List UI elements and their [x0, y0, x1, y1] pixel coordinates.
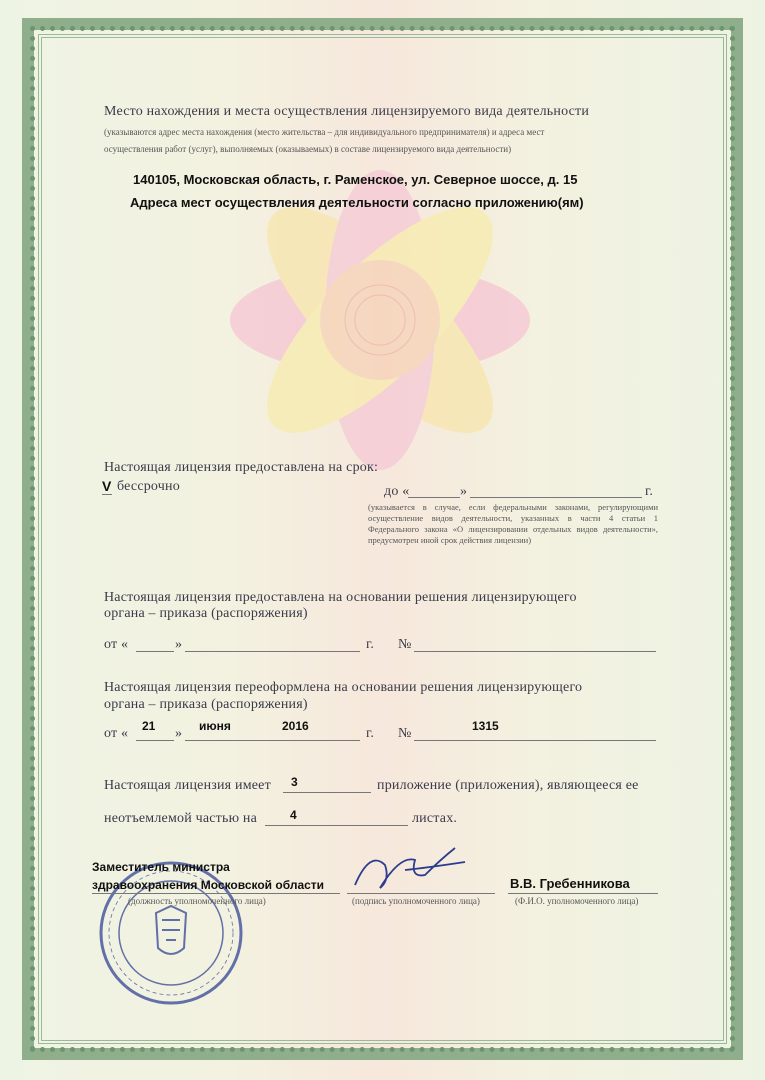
term-note: (указывается в случае, если федеральными законами, регулирующими осуществление видов деятельности, указанных в части 4 статьи 1 Федерального закона «О лицензировании отдельных видов деятельности», предусмотрен иной срок действия лицензии) [368, 502, 658, 545]
name-line [508, 893, 658, 894]
basis-year-suffix: г. [366, 637, 375, 652]
address-appendix-note: Адреса мест осуществления деятельности согласно приложению(ям) [130, 195, 584, 210]
appendix-sheets: 4 [290, 808, 297, 822]
basis-day-line [136, 651, 174, 652]
position-line [92, 893, 340, 894]
reissue-number: 1315 [472, 719, 499, 733]
appendix-label-1b: приложение (приложения), являющееся ее [377, 778, 639, 793]
reissue-year-suffix: г. [366, 726, 375, 741]
basis-label-1: Настоящая лицензия предоставлена на основании решения лицензирующего [104, 590, 577, 605]
basis-from-mid: » [175, 637, 183, 652]
reissue-month: июня [199, 719, 231, 733]
appendix-sheets-line [265, 825, 408, 826]
location-heading: Место нахождения и места осуществления лицензируемого вида деятельности [104, 104, 590, 119]
location-note-2: осуществления работ (услуг), выполняемых (оказываемых) в составе лицензируемого вида деятельности) [104, 144, 512, 154]
unlimited-checkmark: V [102, 478, 112, 494]
reissue-label-2: органа – приказа (распоряжения) [104, 697, 308, 712]
appendix-label-1a: Настоящая лицензия имеет [104, 778, 271, 793]
term-until-suffix: г. [645, 484, 654, 499]
appendix-label-2b: листах. [412, 811, 458, 826]
reissue-day: 21 [142, 719, 156, 733]
appendix-count: 3 [291, 775, 298, 789]
signature-line [347, 893, 495, 894]
reissue-label-1: Настоящая лицензия переоформлена на основании решения лицензирующего [104, 680, 583, 695]
signatory-position-2: здравоохранения Московской области [92, 878, 325, 892]
reissue-day-line [136, 740, 174, 741]
signatory-name: В.В. Гребенникова [510, 876, 630, 891]
basis-number-sign: № [398, 637, 412, 652]
location-note-1: (указываются адрес места нахождения (место жительства – для индивидуального предпринимателя) и адреса мест [104, 127, 545, 137]
guilloche-rosette [190, 165, 570, 475]
appendix-label-2a: неотъемлемой частью на [104, 811, 258, 826]
reissue-number-line [414, 740, 656, 741]
term-label: Настоящая лицензия предоставлена на срок: [104, 460, 379, 475]
basis-label-2: органа – приказа (распоряжения) [104, 606, 308, 621]
term-until-prefix: до « [384, 484, 410, 499]
name-note: (Ф.И.О. уполномоченного лица) [515, 896, 639, 906]
signatory-position-1: Заместитель министра [92, 860, 230, 874]
reissue-number-sign: № [398, 726, 412, 741]
reissue-year: 2016 [282, 719, 309, 733]
signature-note: (подпись уполномоченного лица) [352, 896, 480, 906]
reissue-from-prefix: от « [104, 726, 129, 741]
term-unlimited: бессрочно [117, 479, 180, 494]
handwritten-signature [345, 840, 475, 900]
reissue-from-mid: » [175, 726, 183, 741]
term-month-line [470, 497, 642, 498]
appendix-count-line [283, 792, 371, 793]
checkmark-underline [102, 494, 112, 495]
term-until-mid: » [460, 484, 468, 499]
reissue-month-year-line [185, 740, 360, 741]
term-day-line [408, 497, 460, 498]
basis-number-line [414, 651, 656, 652]
address-line: 140105, Московская область, г. Раменское, ул. Северное шоссе, д. 15 [133, 172, 578, 187]
basis-month-year-line [185, 651, 360, 652]
basis-from-prefix: от « [104, 637, 129, 652]
position-note: (должность уполномоченного лица) [128, 896, 266, 906]
